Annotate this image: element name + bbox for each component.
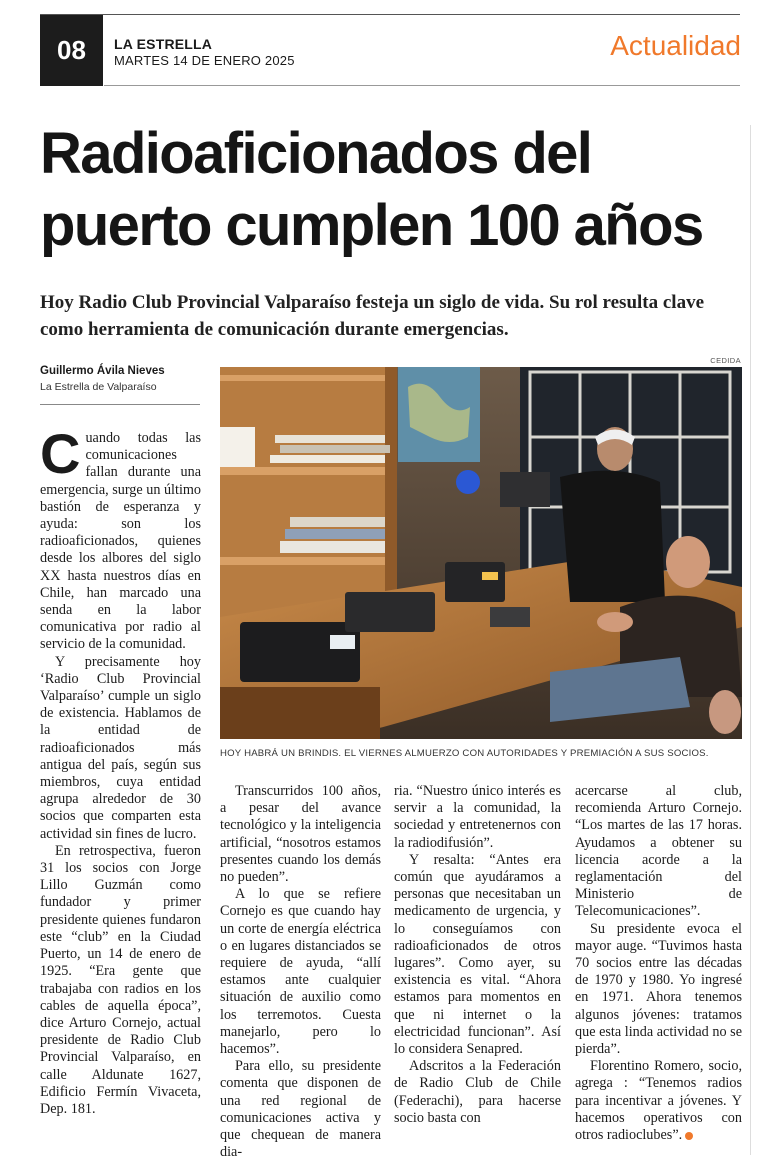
photo-credit: CEDIDA: [710, 356, 741, 365]
end-of-article-icon: [685, 1132, 693, 1140]
paragraph-4: Transcurridos 100 años, a pesar del avance tecnológico y la inteligencia artificial, “nosotros estamos presentes cuando los demás no pueden”.: [220, 783, 381, 886]
paragraph-8-start: Adscritos a la Federación de Radio Club de Chile (Federachi), para hacerse socio basta con: [394, 1058, 561, 1126]
section-title: Actualidad: [610, 30, 741, 61]
header-rule: [104, 85, 740, 86]
page-number: 08: [40, 15, 103, 86]
headline-line-2: puerto cumplen 100 años: [40, 193, 703, 258]
drop-cap: C: [40, 422, 81, 485]
body-column-3: [394, 783, 561, 1127]
paragraph-6-start: Para ello, su presidente comenta que disponen de una red regional de comunicaciones activa y que chequean de manera dia-: [220, 1058, 381, 1161]
paragraph-5: A lo que se refiere Cornejo es que cuando hay un corte de energía eléctrica o en lugares distanciados se requiere de ayuda, “allí estamos ante cualquier situación de auxilio como los terremotos. Cuesta manejarlo, pero lo hacemos”.: [220, 886, 381, 1058]
paragraph-1: uando todas las comunicaciones fallan durante una emergencia, surge un último bastión de esperanza y ayuda: son los radioaficionados, quienes desde los albores del siglo XX hasta nuestros días en Chile, han marcado una senda en la labor comunicativa por radio al servicio de la comunidad.: [40, 430, 202, 653]
paragraph-10: [575, 1058, 742, 1144]
author-rule: [40, 404, 200, 405]
radio-club-photo-illustration: [220, 367, 742, 739]
paragraph-7: Y resalta: “Antes era común que ayudáramos a personas que necesitaban un medicamento de urgencia, y lo conseguíamos con radioaficionados de otros lugares”. Como ayer, su existencia es vital. “Ahora estamos para momentos en que ni internet o la electricidad funcionan”. Así lo considera Senapred.: [394, 851, 561, 1058]
paragraph-8-continued: acercarse al club, recomienda Arturo Cornejo. “Los martes de las 17 horas. Ayudamos a obtener su licencia acorde a la reglamentación del Ministerio de Telecomunicaciones”.: [575, 783, 742, 920]
headline-line-1: Radioaficionados del: [40, 121, 592, 186]
closing-text: Florentino Romero, socio, agrega : “Tenemos radios para incentivar a jóvenes. Y hacemos operativos con otros radioclubes”.: [575, 1058, 742, 1144]
issue-date: MARTES 14 DE ENERO 2025: [114, 53, 295, 68]
author-name: Guillermo Ávila Nieves: [40, 365, 165, 377]
headline: [40, 118, 750, 262]
top-rule: [40, 14, 740, 15]
subheadline: Hoy Radio Club Provincial Valparaíso festeja un siglo de vida. Su rol resulta clave como herramienta de comunicación durante emergencias.: [40, 292, 705, 340]
article-photo: [220, 367, 742, 739]
margin-rule: [750, 125, 751, 1155]
lead-paragraph: [40, 422, 202, 654]
photo-caption: HOY HABRÁ UN BRINDIS. EL VIERNES ALMUERZO CON AUTORIDADES Y PREMIACIÓN A SUS SOCIOS.: [220, 748, 709, 759]
paragraph-2: Y precisamente hoy ‘Radio Club Provincial Valparaíso’ cumple un siglo de existencia. Hablamos de la entidad de radioaficionados más antigua del país, según sus miembros, cuya entidad agrupa alrededor de 30 socios que comparten esta actividad sin fines de lucro.: [40, 653, 201, 842]
paragraph-6-continued: ria. “Nuestro único interés es servir a la comunidad, la sociedad y entretenernos con la radiodifusión”.: [394, 783, 561, 851]
paragraph-9: Su presidente evoca el mayor auge. “Tuvimos hasta 70 socios entre las décadas de 1970 y 1980. Yo ingresé en 1971. Ahora tenemos algunos jóvenes: tratamos que esta linda actividad no se pierda”.: [575, 920, 742, 1058]
body-column-1: [40, 422, 202, 1118]
body-column-2: [220, 783, 381, 1161]
body-column-4: [575, 783, 742, 1144]
author-organization: La Estrella de Valparaíso: [40, 381, 157, 393]
newspaper-name: LA ESTRELLA: [114, 36, 213, 52]
paragraph-3: En retrospectiva, fueron 31 los socios con Jorge Lillo Guzmán como fundador y primer presidente quienes fundaron este “club” en la Ciudad Puerto, un 14 de enero de 1925. “Era gente que trabajaba con radios en los cables de aquella época”, dice Arturo Cornejo, actual presidente de Radio Club Provincial Valparaíso, en calle Aldunate 1627, Edificio Fermín Vivaceta, Dep. 181.: [40, 842, 201, 1117]
